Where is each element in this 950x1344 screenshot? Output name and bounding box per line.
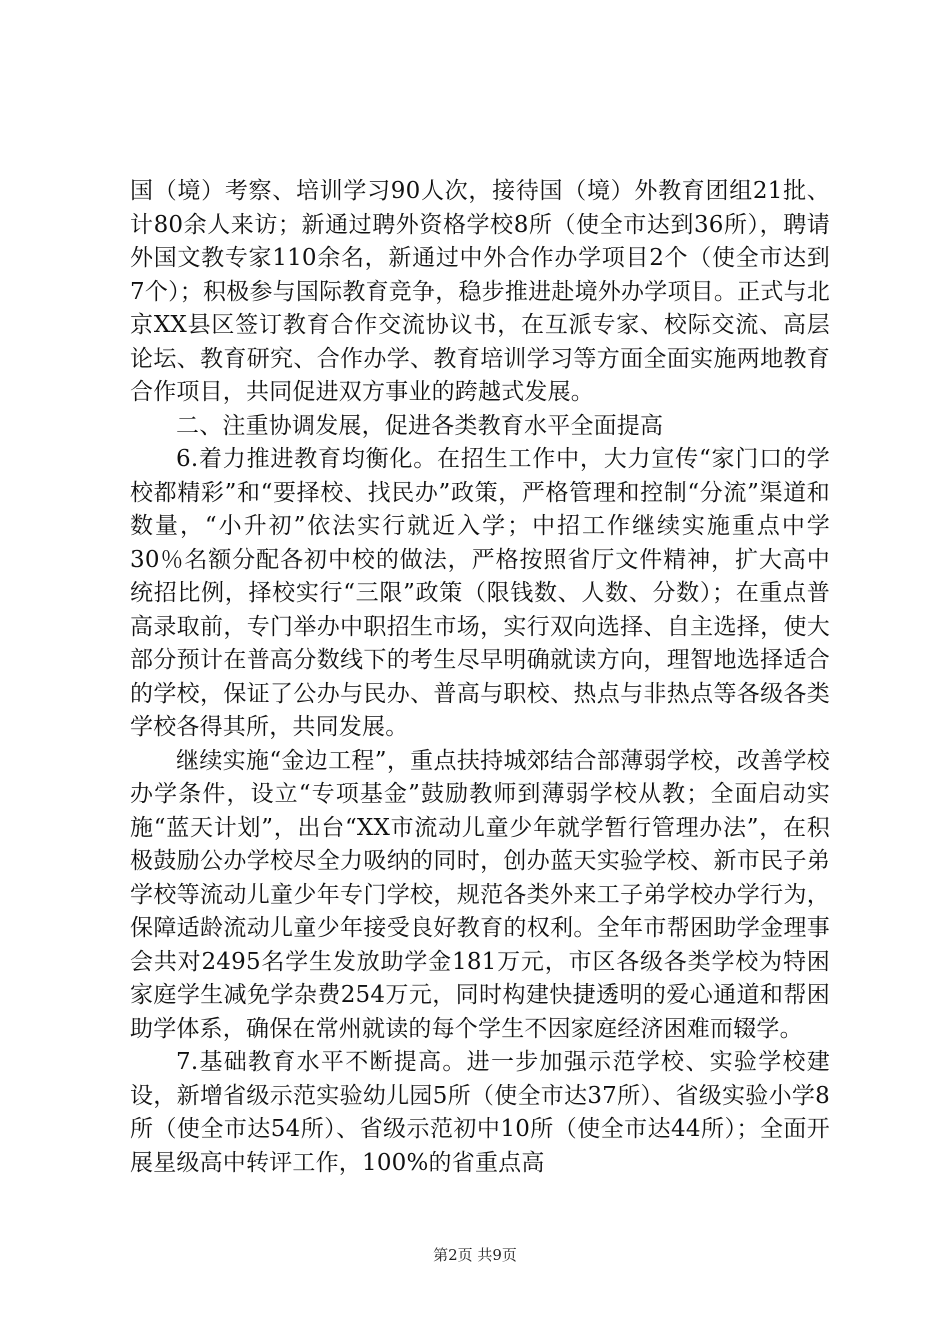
body-text — [130, 175, 830, 1180]
section-heading: 二、注重协调发展，促进各类教育水平全面提高 — [176, 412, 664, 439]
paragraph-2: 6.着力推进教育均衡化。在招生工作中，大力宣传“家门口的学校都精彩”和“要择校、找民办”政策，严格管理和控制“分流”渠道和数量，“小升初”依法实行就近入学；中招工作继续实施重点中学30％名额分配各初中校的做法，严格按照省厅文件精神，扩大高中统招比例，择校实行“三限”政策（限钱数、人数、分数）；在重点普高录取前，专门举办中职招生市场，实行双向选择、自主选择，使大部分预计在普高分数线下的考生尽早明确就读方向，理智地选择适合的学校，保证了公办与民办、普高与职校、热点与非热点等各级各类学校各得其所，共同发展。 — [130, 446, 830, 740]
page-footer: 第2页 共9页 — [433, 1246, 517, 1264]
paragraph-3: 继续实施“金边工程”，重点扶持城郊结合部薄弱学校，改善学校办学条件，设立“专项基金”鼓励教师到薄弱学校从教；全面启动实施“蓝天计划”，出台“XX市流动儿童少年就学暂行管理办法”，在积极鼓励公办学校尽全力吸纳的同时，创办蓝天实验学校、新市民子弟学校等流动儿童少年专门学校，规范各类外来工子弟学校办学行为，保障适龄流动儿童少年接受良好教育的权利。全年市帮困助学金理事会共对2495名学生发放助学金181万元，市区各级各类学校为特困家庭学生减免学杂费254万元，同时构建快捷透明的爱心通道和帮困助学体系，确保在常州就读的每个学生不因家庭经济困难而辍学。 — [130, 747, 830, 1042]
paragraph-1: 国（境）考察、培训学习90人次，接待国（境）外教育团组21批、计80余人来访；新通过聘外资格学校8所（使全市达到36所），聘请外国文教专家110余名，新通过中外合作办学项目2个（使全市达到7个）；积极参与国际教育竞争，稳步推进赴境外办学项目。正式与北京XX县区签订教育合作交流协议书，在互派专家、校际交流、高层论坛、教育研究、合作办学、教育培训学习等方面全面实施两地教育合作项目，共同促进双方事业的跨越式发展。 — [130, 178, 830, 405]
paragraph-4: 7.基础教育水平不断提高。进一步加强示范学校、实验学校建设，新增省级示范实验幼儿园5所（使全市达37所）、省级实验小学8所（使全市达54所）、省级示范初中10所（使全市达44所）；全面开展星级高中转评工作，100%的省重点高 — [130, 1049, 830, 1176]
